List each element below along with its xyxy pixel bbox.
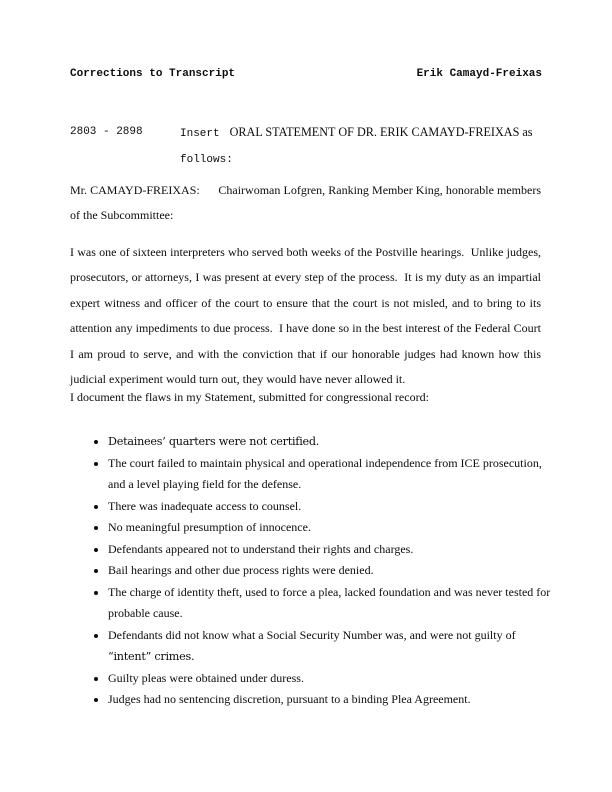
list-item (108, 689, 560, 711)
list-item (108, 539, 560, 561)
list-item (108, 668, 560, 690)
bullet-text: No meaningful presumption of innocence. (108, 520, 311, 534)
statement-title: ORAL STATEMENT OF DR. ERIK CAMAYD-FREIXAS as (229, 125, 533, 139)
insert-body (180, 119, 542, 173)
list-item (108, 453, 560, 496)
bullet-text-alt: Detainees’ quarters were not certified. (108, 435, 320, 448)
insert-line (180, 119, 542, 147)
list-item (108, 625, 560, 668)
bullet-text: The charge of identity theft, used to force a plea, lacked foundation and was never tested for probable cause. (108, 584, 551, 620)
header-author: Erik Camayd-Freixas (416, 68, 542, 80)
bullet-text: Bail hearings and other due process rights were denied. (108, 563, 374, 577)
list-item (108, 517, 560, 539)
insert-keyword: Insert (180, 128, 220, 140)
bullet-text-alt: “intent” crimes. (108, 650, 195, 663)
list-item (108, 496, 560, 518)
salutation: Mr. CAMAYD-FREIXAS: Chairwoman Lofgren, Ranking Member King, honorable members of the Subcommittee: (70, 183, 544, 223)
bullet-text: Judges had no sentencing discretion, pursuant to a binding Plea Agreement. (108, 692, 471, 706)
insert-instruction (70, 119, 542, 173)
insert-continuation: follows: (180, 154, 233, 166)
transcript-line-range: 2803 - 2898 (70, 126, 143, 138)
flaws-list (70, 431, 560, 711)
bullet-text: There was inadequate access to counsel. (108, 498, 302, 513)
bullet-text: Guilty pleas were obtained under duress. (108, 670, 304, 685)
bullet-text: The court failed to maintain physical and operational independence from ICE prosecution, and a level playing field for the defense. (108, 455, 542, 491)
paragraph-flaws-intro: I document the flaws in my Statement, submitted for congressional record: (70, 390, 429, 404)
page-header (70, 68, 542, 81)
list-item (108, 560, 560, 582)
list-item (108, 582, 560, 625)
list-item (108, 431, 560, 453)
bullet-text: Defendants did not know what a Social Security Number was, and were not guilty of (108, 627, 516, 642)
header-title: Corrections to Transcript (70, 68, 236, 80)
bullet-text: Defendants appeared not to understand their rights and charges. (108, 541, 414, 556)
paragraph-opening-statement: I was one of sixteen interpreters who served both weeks of the Postville hearings. Unlike judges, prosecutors, or attorneys, I was present at every step of the process. It is my duty as an impartial expert witness and officer of the court to ensure that the court is not misled, and to bring to its attention any impediments to due process. I have done so in the best interest of the Federal Court I am proud to serve, and with the conviction that if our honorable judges had known how this judicial experiment would turn out, they would have never allowed it. (70, 245, 544, 387)
